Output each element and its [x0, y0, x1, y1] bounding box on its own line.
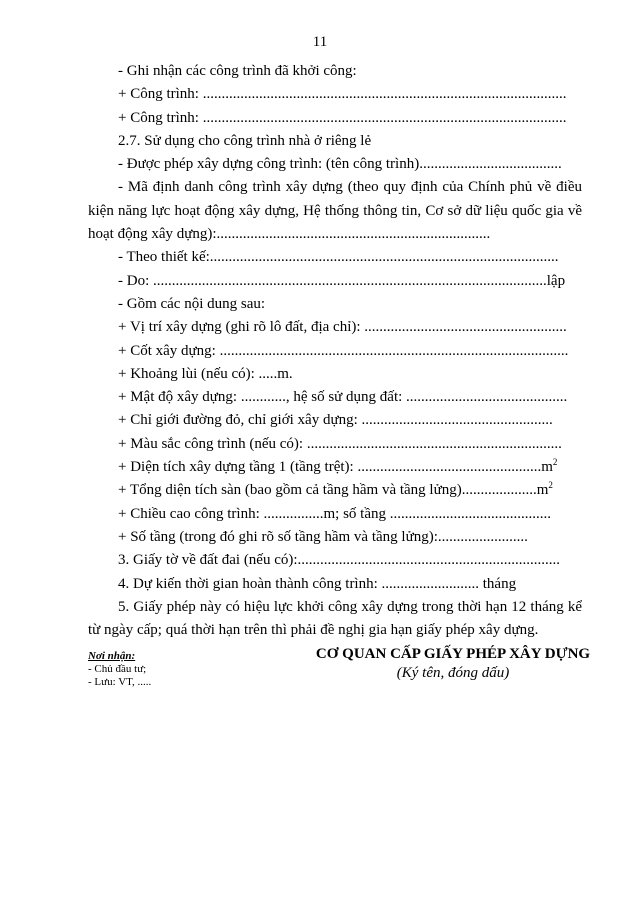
recipients — [88, 650, 151, 689]
text-line: - Do: .........................................................................................................lập — [118, 272, 566, 289]
text-line: 3. Giấy tờ về đất đai (nếu có):...................................................................... — [118, 552, 561, 569]
text-line: + Màu sắc công trình (nếu có): .................................................................... — [118, 435, 562, 452]
text-line: + Khoảng lùi (nếu có): .....m. — [118, 365, 293, 382]
page-number: 11 — [312, 34, 328, 50]
superscript: 2 — [552, 457, 558, 468]
floor-area-label: + Tổng diện tích sàn (bao gồm cả tầng hầm và tầng lửng)....................m — [118, 482, 549, 499]
text-line: + Mật độ xây dựng: ............, hệ số sử dụng đất: ........................................... — [118, 389, 568, 406]
text-line: + Công trình: ................................................................................................. — [118, 86, 567, 103]
text-line: + Cốt xây dựng: ............................................................................................. — [118, 342, 569, 359]
text-line: + Chỉ giới đường đỏ, chỉ giới xây dựng: ................................................... — [118, 412, 553, 429]
text-line: - Được phép xây dựng công trình: (tên công trình)...................................... — [118, 156, 562, 173]
recipient-item: - Lưu: VT, ..... — [88, 676, 152, 688]
text-line-floor-area — [88, 479, 582, 502]
document-body — [88, 60, 582, 642]
text-line-area — [88, 456, 582, 479]
issuing-authority — [310, 644, 596, 682]
recipients-title: Nơi nhận: — [88, 650, 136, 662]
text-line: 4. Dự kiến thời gian hoàn thành công trình: .......................... tháng — [118, 575, 517, 592]
paragraph-ma-dinh-danh: - Mã định danh công trình xây dựng (theo quy định của Chính phủ về điều kiện năng lực hoạt động xây dựng, Hệ thống thông tin, Cơ sở dữ liệu quốc gia về hoạt động xây dựng):......................................................................... — [88, 179, 582, 243]
section-heading: 2.7. Sử dụng cho công trình nhà ở riêng lẻ — [118, 132, 372, 149]
text-line: + Vị trí xây dựng (ghi rõ lô đất, địa chỉ): ...................................................... — [118, 319, 567, 336]
authority-name: CƠ QUAN CẤP GIẤY PHÉP XÂY DỰNG — [315, 646, 591, 662]
area-label: + Diện tích xây dựng tầng 1 (tầng trệt): .................................................m — [118, 459, 553, 476]
authority-sign-note: (Ký tên, đóng dấu) — [396, 665, 510, 681]
text-line: - Theo thiết kế:............................................................................................. — [118, 249, 559, 266]
text-line: + Số tầng (trong đó ghi rõ số tầng hầm và tầng lửng):........................ — [118, 528, 528, 545]
recipient-item: - Chủ đầu tư; — [88, 663, 147, 675]
superscript: 2 — [548, 480, 553, 491]
text-line: - Gồm các nội dung sau: — [118, 295, 266, 312]
text-line: + Chiều cao công trình: ................m; số tầng ........................................... — [118, 505, 552, 522]
text-line: - Ghi nhận các công trình đã khởi công: — [118, 63, 357, 79]
paragraph-hieu-luc: 5. Giấy phép này có hiệu lực khởi công xây dựng trong thời hạn 12 tháng kể từ ngày cấp; quá thời hạn trên thì phải đề nghị gia hạn giấy phép xây dựng. — [88, 598, 582, 639]
text-line: + Công trình: ................................................................................................. — [118, 109, 567, 126]
